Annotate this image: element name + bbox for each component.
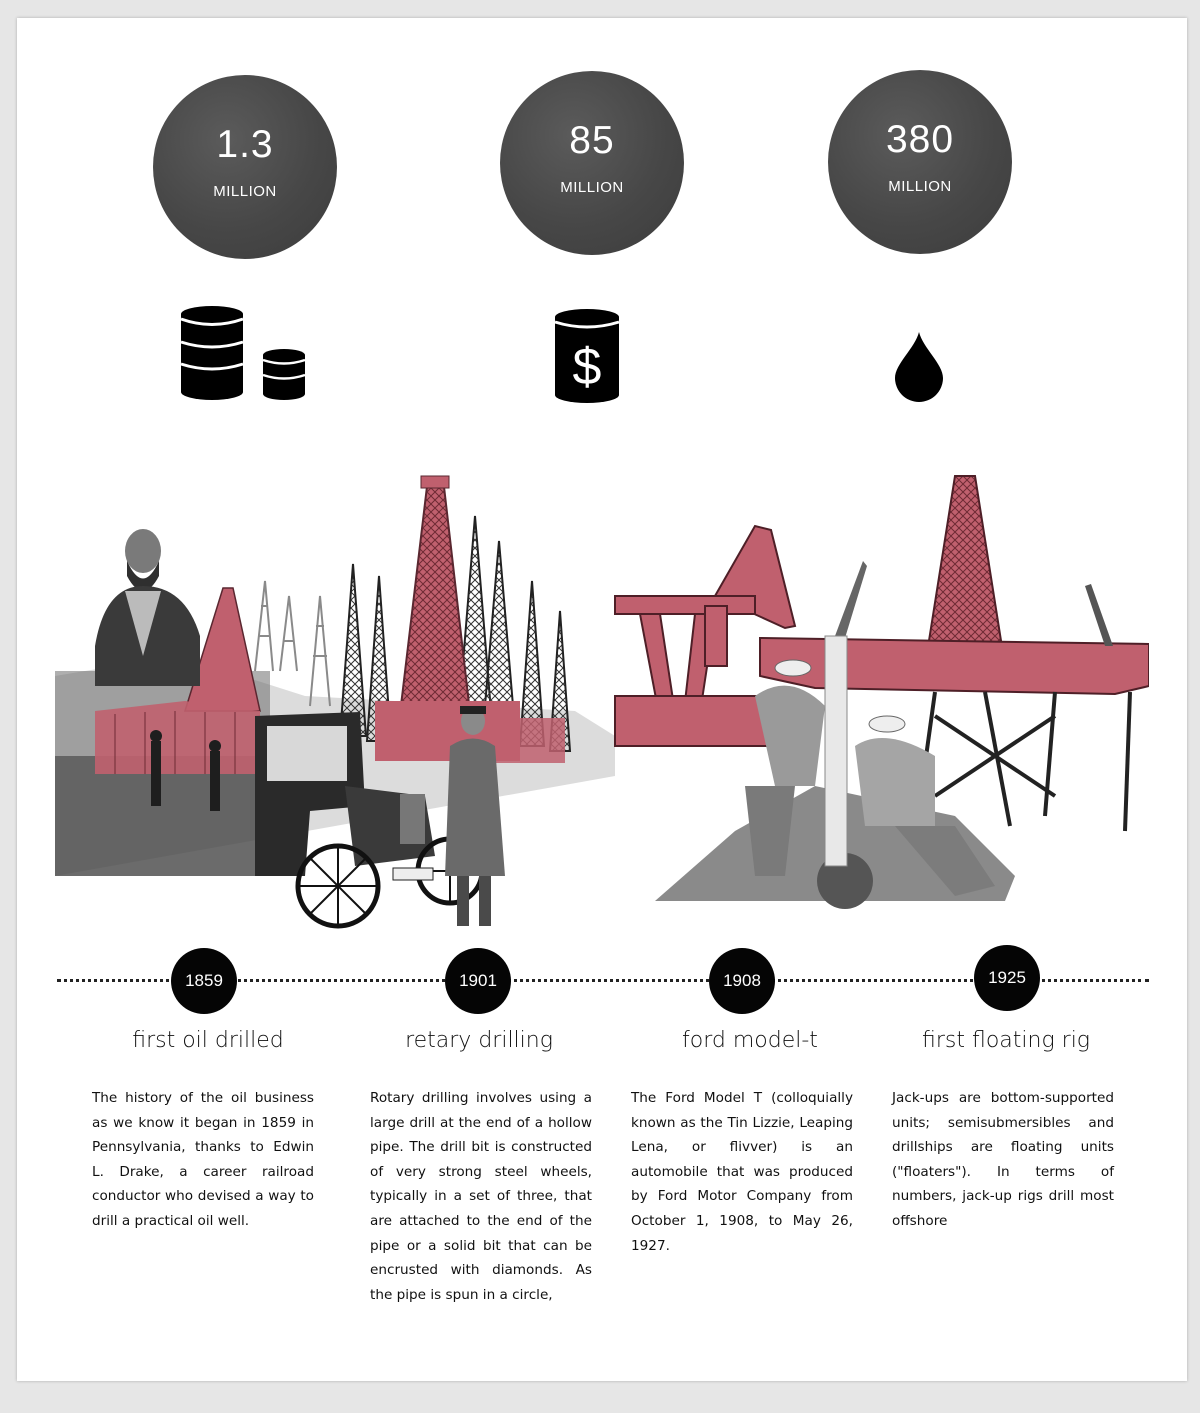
stat-value: 1.3 bbox=[216, 123, 274, 166]
stat-value: 380 bbox=[885, 118, 955, 161]
milestone-title: first floating rig bbox=[921, 1028, 1091, 1053]
milestone-title: retary drilling bbox=[405, 1028, 553, 1053]
oil-barrels-icon bbox=[180, 304, 310, 402]
stat-unit: MILLION bbox=[888, 178, 952, 195]
year-badge-1908: 1908 bbox=[709, 948, 775, 1014]
milestone-title: ford model-t bbox=[682, 1028, 818, 1053]
oil-history-collage bbox=[55, 456, 1149, 936]
stat-circle-production bbox=[153, 75, 337, 259]
svg-text:$: $ bbox=[572, 338, 602, 396]
stat-unit: MILLION bbox=[213, 183, 277, 200]
milestone-description: The Ford Model T (colloquially known as the Tin Lizzie, Leaping Lena, or flivver) is an automobile that was produced by Ford Motor Company from October 1, 1908, to May 26, 1927. bbox=[631, 1090, 853, 1254]
infographic-page bbox=[17, 18, 1187, 1381]
milestone-description: Jack-ups are bottom-supported units; semisubmersibles and drillships are floating units ("floaters"). In terms of numbers, jack-up rigs drill most offshore bbox=[892, 1090, 1114, 1229]
stat-unit: MILLION bbox=[560, 179, 624, 196]
stat-value: 85 bbox=[569, 119, 615, 162]
milestone-title: first oil drilled bbox=[132, 1028, 284, 1053]
year-badge-1901: 1901 bbox=[445, 948, 511, 1014]
stat-circle-consumption bbox=[828, 70, 1012, 254]
dollar-barrel-icon bbox=[554, 308, 620, 404]
oil-drop-icon bbox=[893, 330, 945, 402]
milestone-description: Rotary drilling involves using a large drill at the end of a hollow pipe. The drill bit is constructed of very strong steel wheels, typically in a set of three, that are attached to the end of the pipe or a solid bit that can be encrusted with diamonds. As the pipe is spun in a circle, bbox=[370, 1090, 592, 1303]
milestone-description: The history of the oil business as we know it began in 1859 in Pennsylvania, thanks to Edwin L. Drake, a career railroad conductor who devised a way to drill a practical oil well. bbox=[92, 1090, 314, 1229]
stat-circle-price bbox=[500, 71, 684, 255]
year-badge-1925: 1925 bbox=[974, 945, 1040, 1011]
year-badge-1859: 1859 bbox=[171, 948, 237, 1014]
